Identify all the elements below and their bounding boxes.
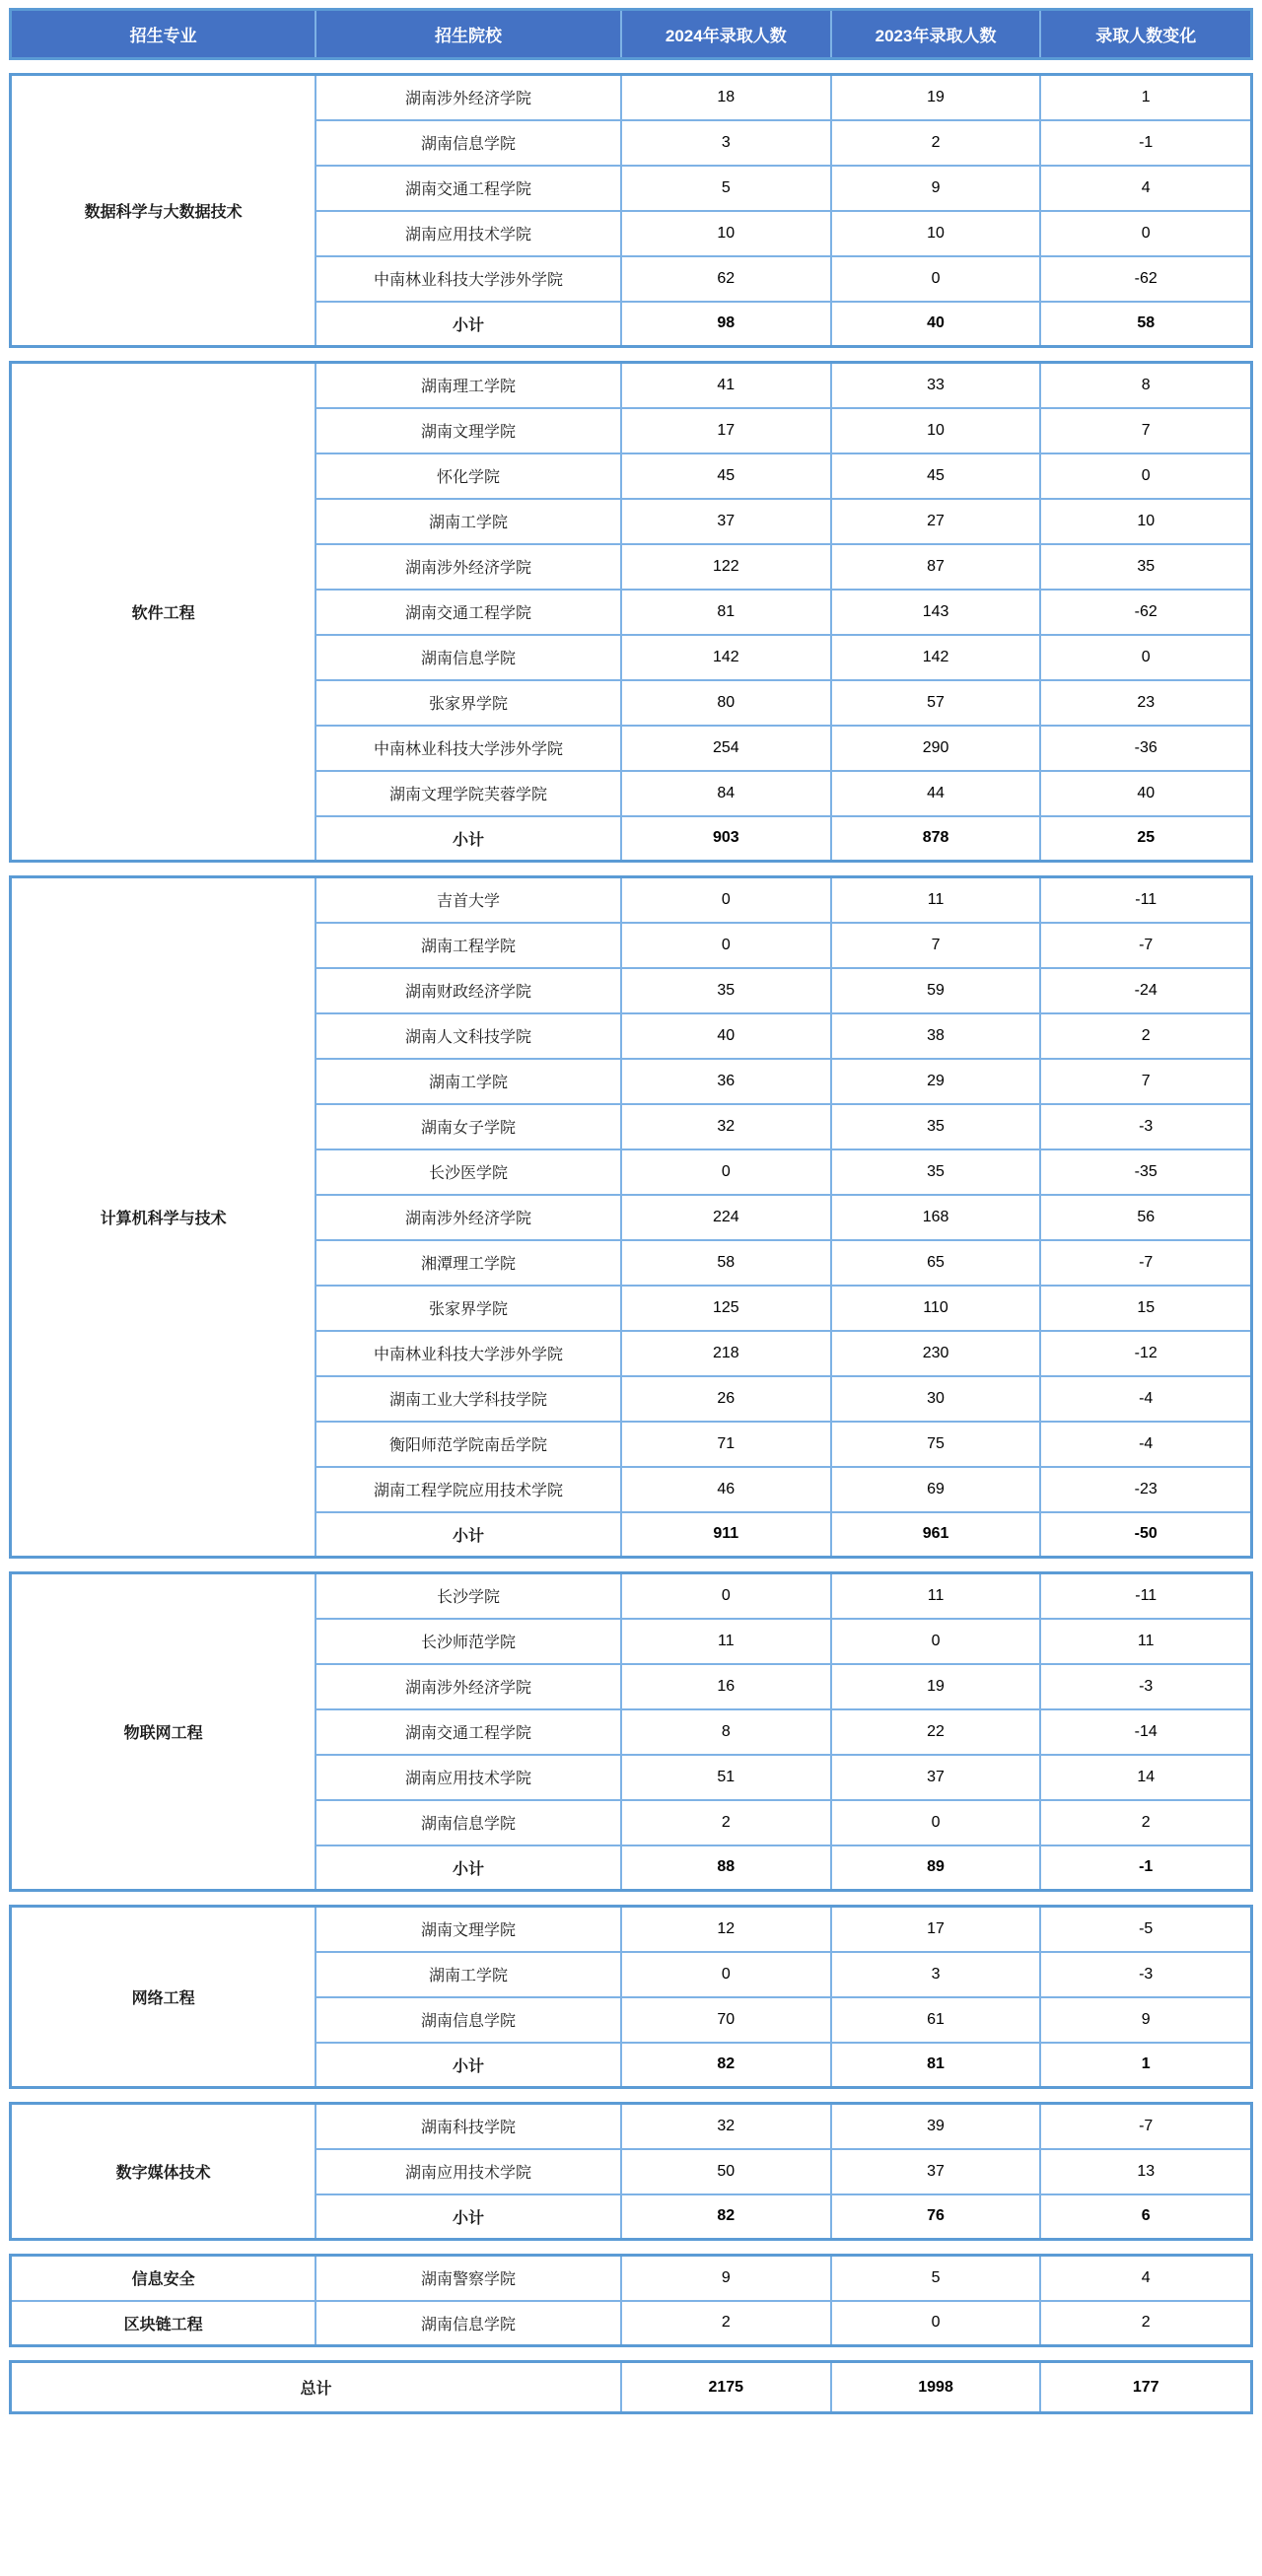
subtotal-2023-cell: 961	[831, 1512, 1041, 1558]
change-cell: 2	[1040, 2301, 1251, 2346]
value-2023-cell: 168	[831, 1195, 1041, 1240]
college-cell: 湖南交通工程学院	[316, 1709, 621, 1755]
change-cell: -23	[1040, 1467, 1251, 1512]
college-cell: 湖南工程学院	[316, 923, 621, 968]
college-cell: 湖南女子学院	[316, 1104, 621, 1149]
change-cell: 14	[1040, 1755, 1251, 1800]
change-cell: -36	[1040, 726, 1251, 771]
subtotal-change-cell: -1	[1040, 1845, 1251, 1891]
change-cell: 1	[1040, 75, 1251, 120]
value-2024-cell: 0	[621, 923, 831, 968]
value-2024-cell: 122	[621, 544, 831, 590]
value-2024-cell: 26	[621, 1376, 831, 1422]
value-2023-cell: 19	[831, 75, 1041, 120]
section-table	[9, 73, 1253, 348]
value-2024-cell: 18	[621, 75, 831, 120]
value-2023-cell: 30	[831, 1376, 1041, 1422]
change-cell: 4	[1040, 166, 1251, 211]
value-2024-cell: 16	[621, 1664, 831, 1709]
value-2024-cell: 8	[621, 1709, 831, 1755]
value-2024-cell: 51	[621, 1755, 831, 1800]
value-2024-cell: 41	[621, 363, 831, 408]
value-2024-cell: 32	[621, 2104, 831, 2149]
value-2024-cell: 0	[621, 1952, 831, 1997]
column-header-2023: 2023年录取人数	[831, 10, 1041, 59]
subtotal-2023-cell: 81	[831, 2043, 1041, 2088]
change-cell: -7	[1040, 923, 1251, 968]
change-cell: -35	[1040, 1149, 1251, 1195]
value-2023-cell: 37	[831, 2149, 1041, 2194]
change-cell: -1	[1040, 120, 1251, 166]
college-cell: 湖南科技学院	[316, 2104, 621, 2149]
value-2023-cell: 37	[831, 1755, 1041, 1800]
value-2023-cell: 11	[831, 1573, 1041, 1619]
change-cell: 0	[1040, 635, 1251, 680]
college-cell: 湖南信息学院	[316, 1997, 621, 2043]
value-2023-cell: 65	[831, 1240, 1041, 1286]
value-2023-cell: 39	[831, 2104, 1041, 2149]
section-table	[9, 361, 1253, 863]
subtotal-label-cell: 小计	[316, 1512, 621, 1558]
value-2024-cell: 218	[621, 1331, 831, 1376]
major-cell: 网络工程	[11, 1907, 316, 2088]
change-cell: -62	[1040, 590, 1251, 635]
table-row	[11, 363, 1252, 408]
change-cell: -62	[1040, 256, 1251, 302]
value-2023-cell: 69	[831, 1467, 1041, 1512]
value-2024-cell: 0	[621, 1573, 831, 1619]
value-2023-cell: 10	[831, 408, 1041, 453]
change-cell: -3	[1040, 1664, 1251, 1709]
college-cell: 湖南应用技术学院	[316, 1755, 621, 1800]
value-2024-cell: 9	[621, 2256, 831, 2301]
value-2023-cell: 57	[831, 680, 1041, 726]
value-2023-cell: 0	[831, 1619, 1041, 1664]
grand-total-2023-cell: 1998	[831, 2362, 1041, 2413]
change-cell: -11	[1040, 1573, 1251, 1619]
major-cell: 数据科学与大数据技术	[11, 75, 316, 347]
value-2023-cell: 5	[831, 2256, 1041, 2301]
subtotal-change-cell: -50	[1040, 1512, 1251, 1558]
value-2024-cell: 46	[621, 1467, 831, 1512]
value-2023-cell: 0	[831, 256, 1041, 302]
value-2024-cell: 45	[621, 453, 831, 499]
change-cell: -24	[1040, 968, 1251, 1013]
value-2023-cell: 27	[831, 499, 1041, 544]
college-cell: 湖南工学院	[316, 499, 621, 544]
college-cell: 怀化学院	[316, 453, 621, 499]
grand-total-label-cell: 总计	[11, 2362, 621, 2413]
value-2023-cell: 9	[831, 166, 1041, 211]
table-row	[11, 2104, 1252, 2149]
value-2024-cell: 40	[621, 1013, 831, 1059]
value-2024-cell: 125	[621, 1286, 831, 1331]
college-cell: 湖南工学院	[316, 1059, 621, 1104]
subtotal-label-cell: 小计	[316, 816, 621, 862]
grand-total-change-cell: 177	[1040, 2362, 1251, 2413]
college-cell: 湖南理工学院	[316, 363, 621, 408]
value-2023-cell: 110	[831, 1286, 1041, 1331]
value-2023-cell: 143	[831, 590, 1041, 635]
change-cell: 8	[1040, 363, 1251, 408]
change-cell: 7	[1040, 408, 1251, 453]
college-cell: 湖南交通工程学院	[316, 166, 621, 211]
change-cell: 9	[1040, 1997, 1251, 2043]
value-2024-cell: 5	[621, 166, 831, 211]
subtotal-change-cell: 1	[1040, 2043, 1251, 2088]
change-cell: 40	[1040, 771, 1251, 816]
college-cell: 长沙医学院	[316, 1149, 621, 1195]
value-2023-cell: 230	[831, 1331, 1041, 1376]
table-row	[11, 75, 1252, 120]
subtotal-2024-cell: 911	[621, 1512, 831, 1558]
grand-total-table	[9, 2360, 1253, 2414]
college-cell: 湖南应用技术学院	[316, 211, 621, 256]
major-cell: 计算机科学与技术	[11, 877, 316, 1558]
value-2024-cell: 0	[621, 877, 831, 923]
value-2023-cell: 142	[831, 635, 1041, 680]
value-2024-cell: 50	[621, 2149, 831, 2194]
table-row	[11, 1907, 1252, 1952]
value-2024-cell: 224	[621, 1195, 831, 1240]
change-cell: 2	[1040, 1013, 1251, 1059]
value-2023-cell: 38	[831, 1013, 1041, 1059]
college-cell: 张家界学院	[316, 1286, 621, 1331]
value-2024-cell: 3	[621, 120, 831, 166]
college-cell: 湖南人文科技学院	[316, 1013, 621, 1059]
section-table	[9, 1571, 1253, 1892]
section-table	[9, 1905, 1253, 2089]
change-cell: -11	[1040, 877, 1251, 923]
change-cell: 10	[1040, 499, 1251, 544]
value-2024-cell: 58	[621, 1240, 831, 1286]
value-2023-cell: 3	[831, 1952, 1041, 1997]
table-row	[11, 2256, 1252, 2301]
college-cell: 湖南文理学院	[316, 408, 621, 453]
change-cell: 4	[1040, 2256, 1251, 2301]
major-cell: 信息安全	[11, 2256, 316, 2301]
value-2023-cell: 33	[831, 363, 1041, 408]
college-cell: 衡阳师范学院南岳学院	[316, 1422, 621, 1467]
college-cell: 吉首大学	[316, 877, 621, 923]
table-row	[11, 1573, 1252, 1619]
college-cell: 长沙学院	[316, 1573, 621, 1619]
subtotal-change-cell: 58	[1040, 302, 1251, 347]
table-header-row	[11, 10, 1252, 59]
subtotal-2023-cell: 89	[831, 1845, 1041, 1891]
college-cell: 中南林业科技大学涉外学院	[316, 726, 621, 771]
value-2023-cell: 17	[831, 1907, 1041, 1952]
value-2023-cell: 0	[831, 1800, 1041, 1845]
value-2023-cell: 35	[831, 1104, 1041, 1149]
value-2024-cell: 35	[621, 968, 831, 1013]
change-cell: -14	[1040, 1709, 1251, 1755]
subtotal-2023-cell: 76	[831, 2194, 1041, 2240]
value-2023-cell: 10	[831, 211, 1041, 256]
subtotal-label-cell: 小计	[316, 1845, 621, 1891]
value-2023-cell: 29	[831, 1059, 1041, 1104]
change-cell: -5	[1040, 1907, 1251, 1952]
subtotal-2023-cell: 40	[831, 302, 1041, 347]
value-2023-cell: 19	[831, 1664, 1041, 1709]
value-2024-cell: 2	[621, 1800, 831, 1845]
value-2024-cell: 17	[621, 408, 831, 453]
section-table	[9, 875, 1253, 1559]
change-cell: -7	[1040, 1240, 1251, 1286]
subtotal-change-cell: 25	[1040, 816, 1251, 862]
value-2023-cell: 22	[831, 1709, 1041, 1755]
value-2023-cell: 35	[831, 1149, 1041, 1195]
value-2023-cell: 0	[831, 2301, 1041, 2346]
section-table	[9, 2102, 1253, 2241]
change-cell: -12	[1040, 1331, 1251, 1376]
subtotal-label-cell: 小计	[316, 2194, 621, 2240]
change-cell: -7	[1040, 2104, 1251, 2149]
subtotal-2024-cell: 82	[621, 2194, 831, 2240]
change-cell: 11	[1040, 1619, 1251, 1664]
major-cell: 软件工程	[11, 363, 316, 862]
value-2024-cell: 36	[621, 1059, 831, 1104]
college-cell: 湖南财政经济学院	[316, 968, 621, 1013]
admission-table	[9, 8, 1253, 2414]
value-2023-cell: 290	[831, 726, 1041, 771]
subtotal-2024-cell: 903	[621, 816, 831, 862]
column-header-change: 录取人数变化	[1040, 10, 1251, 59]
table-header	[9, 8, 1253, 60]
college-cell: 湖南警察学院	[316, 2256, 621, 2301]
change-cell: -4	[1040, 1376, 1251, 1422]
value-2024-cell: 142	[621, 635, 831, 680]
value-2024-cell: 70	[621, 1997, 831, 2043]
college-cell: 湖南工学院	[316, 1952, 621, 1997]
college-cell: 湖南工程学院应用技术学院	[316, 1467, 621, 1512]
college-cell: 湖南文理学院	[316, 1907, 621, 1952]
value-2024-cell: 32	[621, 1104, 831, 1149]
change-cell: 7	[1040, 1059, 1251, 1104]
subtotal-2024-cell: 82	[621, 2043, 831, 2088]
major-cell: 数字媒体技术	[11, 2104, 316, 2240]
column-header-major: 招生专业	[11, 10, 316, 59]
value-2024-cell: 10	[621, 211, 831, 256]
college-cell: 长沙师范学院	[316, 1619, 621, 1664]
value-2024-cell: 0	[621, 1149, 831, 1195]
college-cell: 中南林业科技大学涉外学院	[316, 256, 621, 302]
value-2023-cell: 11	[831, 877, 1041, 923]
value-2024-cell: 2	[621, 2301, 831, 2346]
column-header-college: 招生院校	[316, 10, 621, 59]
subtotal-label-cell: 小计	[316, 2043, 621, 2088]
change-cell: 0	[1040, 453, 1251, 499]
major-cell: 物联网工程	[11, 1573, 316, 1891]
section-table	[9, 2254, 1253, 2347]
college-cell: 湖南交通工程学院	[316, 590, 621, 635]
column-header-2024: 2024年录取人数	[621, 10, 831, 59]
table-row	[11, 877, 1252, 923]
college-cell: 张家界学院	[316, 680, 621, 726]
value-2024-cell: 37	[621, 499, 831, 544]
change-cell: 35	[1040, 544, 1251, 590]
change-cell: 0	[1040, 211, 1251, 256]
value-2024-cell: 12	[621, 1907, 831, 1952]
college-cell: 湖南工业大学科技学院	[316, 1376, 621, 1422]
college-cell: 湖南信息学院	[316, 635, 621, 680]
subtotal-label-cell: 小计	[316, 302, 621, 347]
college-cell: 湖南应用技术学院	[316, 2149, 621, 2194]
major-cell: 区块链工程	[11, 2301, 316, 2346]
value-2024-cell: 81	[621, 590, 831, 635]
value-2023-cell: 7	[831, 923, 1041, 968]
value-2023-cell: 44	[831, 771, 1041, 816]
college-cell: 湖南涉外经济学院	[316, 544, 621, 590]
value-2023-cell: 87	[831, 544, 1041, 590]
value-2024-cell: 62	[621, 256, 831, 302]
value-2024-cell: 11	[621, 1619, 831, 1664]
value-2024-cell: 84	[621, 771, 831, 816]
college-cell: 中南林业科技大学涉外学院	[316, 1331, 621, 1376]
change-cell: -3	[1040, 1104, 1251, 1149]
value-2024-cell: 254	[621, 726, 831, 771]
subtotal-2023-cell: 878	[831, 816, 1041, 862]
change-cell: 15	[1040, 1286, 1251, 1331]
value-2024-cell: 80	[621, 680, 831, 726]
value-2023-cell: 2	[831, 120, 1041, 166]
grand-total-row	[11, 2362, 1252, 2413]
grand-total-2024-cell: 2175	[621, 2362, 831, 2413]
table-body-blocks	[9, 73, 1253, 2414]
college-cell: 湖南信息学院	[316, 1800, 621, 1845]
value-2024-cell: 71	[621, 1422, 831, 1467]
change-cell: -3	[1040, 1952, 1251, 1997]
change-cell: 23	[1040, 680, 1251, 726]
college-cell: 湘潭理工学院	[316, 1240, 621, 1286]
college-cell: 湖南信息学院	[316, 120, 621, 166]
value-2023-cell: 75	[831, 1422, 1041, 1467]
college-cell: 湖南文理学院芙蓉学院	[316, 771, 621, 816]
college-cell: 湖南信息学院	[316, 2301, 621, 2346]
value-2023-cell: 59	[831, 968, 1041, 1013]
change-cell: 13	[1040, 2149, 1251, 2194]
value-2023-cell: 61	[831, 1997, 1041, 2043]
table-row	[11, 2301, 1252, 2346]
college-cell: 湖南涉外经济学院	[316, 75, 621, 120]
college-cell: 湖南涉外经济学院	[316, 1664, 621, 1709]
college-cell: 湖南涉外经济学院	[316, 1195, 621, 1240]
change-cell: 2	[1040, 1800, 1251, 1845]
subtotal-change-cell: 6	[1040, 2194, 1251, 2240]
change-cell: 56	[1040, 1195, 1251, 1240]
value-2023-cell: 45	[831, 453, 1041, 499]
subtotal-2024-cell: 88	[621, 1845, 831, 1891]
change-cell: -4	[1040, 1422, 1251, 1467]
subtotal-2024-cell: 98	[621, 302, 831, 347]
